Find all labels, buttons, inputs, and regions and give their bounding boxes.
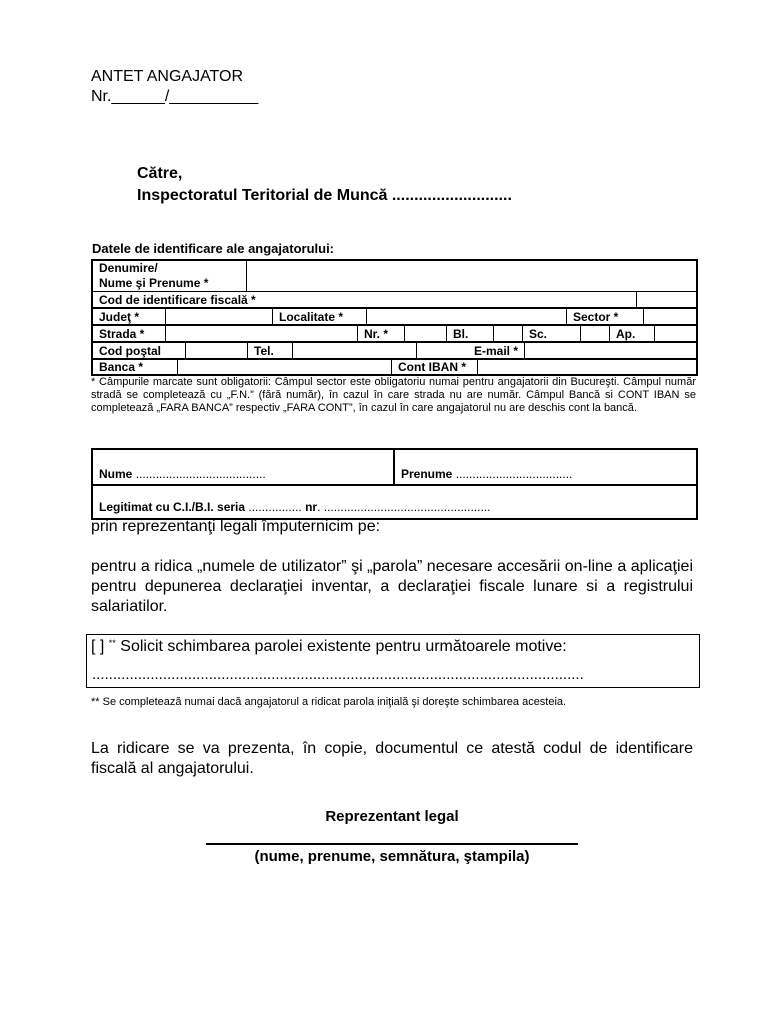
password-change-text: Solicit schimbarea parolei existente pentru următoarele motive: bbox=[120, 638, 567, 655]
cod-postal-label: Cod poştal bbox=[92, 343, 186, 360]
localitate-label: Localitate * bbox=[273, 309, 367, 326]
ap-label: Ap. bbox=[610, 326, 655, 343]
id-card-field[interactable]: Legitimat cu C.I./B.I. seria ................ nr. .................................................. bbox=[99, 500, 491, 514]
sc-label: Sc. bbox=[523, 326, 581, 343]
password-change-box: [ ] ** Solicit schimbarea parolei existente pentru următoarele motive: ...................................................................................................................... bbox=[86, 634, 700, 688]
purpose-paragraph: pentru a ridica „numele de utilizator” şi „parola” necesare accesării on-line a aplicaţiei pentru depunerea declaraţiei inventar, a declaraţiei fiscale lunare si a registrului salariatilor. bbox=[91, 558, 693, 615]
name-field[interactable] bbox=[247, 260, 698, 292]
localitate-field[interactable] bbox=[367, 309, 567, 326]
identification-title: Datele de identificare ale angajatorului: bbox=[92, 241, 335, 256]
mandatory-note: * Câmpurile marcate sunt obligatorii: Câmpul sector este obligatoriu numai pentru angajatorii din Bucureşti. Câmpul număr stradă se completează cu „F.N.” (fără număr), în cazul în care strada nu are număr. Câmpul Bancă si CONT IBAN se completează „FARA BANCA” respectiv „FARA CONT”, în cazul în care angajatorul nu are deschis cont la bancă. bbox=[91, 376, 696, 414]
street-table bbox=[91, 325, 698, 343]
cif-label: Cod de identificare fiscală * bbox=[92, 292, 637, 309]
password-reason-field[interactable]: ...................................................................................................................... bbox=[92, 666, 584, 683]
strada-field[interactable] bbox=[166, 326, 358, 343]
iban-label: Cont IBAN * bbox=[392, 359, 478, 376]
cif-field[interactable] bbox=[637, 292, 697, 309]
signature-caption: (nume, prenume, semnătura, ştampila) bbox=[254, 848, 530, 865]
name-label: Denumire/ Nume şi Prenume * bbox=[92, 260, 247, 292]
banca-field[interactable] bbox=[178, 359, 392, 376]
bank-table bbox=[91, 358, 698, 376]
cod-postal-field[interactable] bbox=[186, 343, 248, 360]
sector-field[interactable] bbox=[644, 309, 698, 326]
representatives-intro: prin reprezentanţi legali împuternicim pe: bbox=[91, 518, 381, 535]
nume-field[interactable]: Nume ....................................... bbox=[99, 467, 266, 481]
email-label: E-mail * bbox=[417, 343, 525, 360]
prenume-field[interactable]: Prenume ................................... bbox=[401, 467, 573, 481]
tel-label: Tel. bbox=[248, 343, 293, 360]
ap-field[interactable] bbox=[655, 326, 698, 343]
recipient-institution: Inspectoratul Teritorial de Muncă ........................... bbox=[137, 187, 512, 204]
address-table bbox=[91, 308, 698, 326]
judet-label: Judeţ * bbox=[92, 309, 166, 326]
strada-label: Strada * bbox=[92, 326, 166, 343]
closing-paragraph: La ridicare se va prezenta, în copie, documentul ce atestă codul de identificare fiscală al angajatorului. bbox=[91, 740, 693, 777]
sector-label: Sector * bbox=[567, 309, 644, 326]
bl-label: Bl. bbox=[447, 326, 494, 343]
nr-field[interactable] bbox=[405, 326, 447, 343]
recipient-to: Către, bbox=[137, 165, 183, 182]
employer-header: ANTET ANGAJATOR bbox=[91, 68, 244, 85]
email-field[interactable] bbox=[525, 343, 698, 360]
footnote: ** Se completează numai dacă angajatorul a ridicat parola iniţială şi doreşte schimbarea acesteia. bbox=[91, 696, 567, 708]
signature-title: Reprezentant legal bbox=[325, 808, 459, 825]
banca-label: Banca * bbox=[92, 359, 178, 376]
nr-label: Nr. * bbox=[358, 326, 405, 343]
representative-box bbox=[91, 448, 698, 520]
judet-field[interactable] bbox=[166, 309, 273, 326]
iban-field[interactable] bbox=[478, 359, 698, 376]
bl-field[interactable] bbox=[494, 326, 523, 343]
signature-line bbox=[206, 843, 578, 845]
password-change-checkbox[interactable]: [ ] bbox=[91, 638, 105, 655]
identification-table bbox=[91, 259, 698, 309]
tel-field[interactable] bbox=[293, 343, 417, 360]
registration-number: Nr.______/__________ bbox=[91, 88, 259, 105]
sc-field[interactable] bbox=[581, 326, 610, 343]
